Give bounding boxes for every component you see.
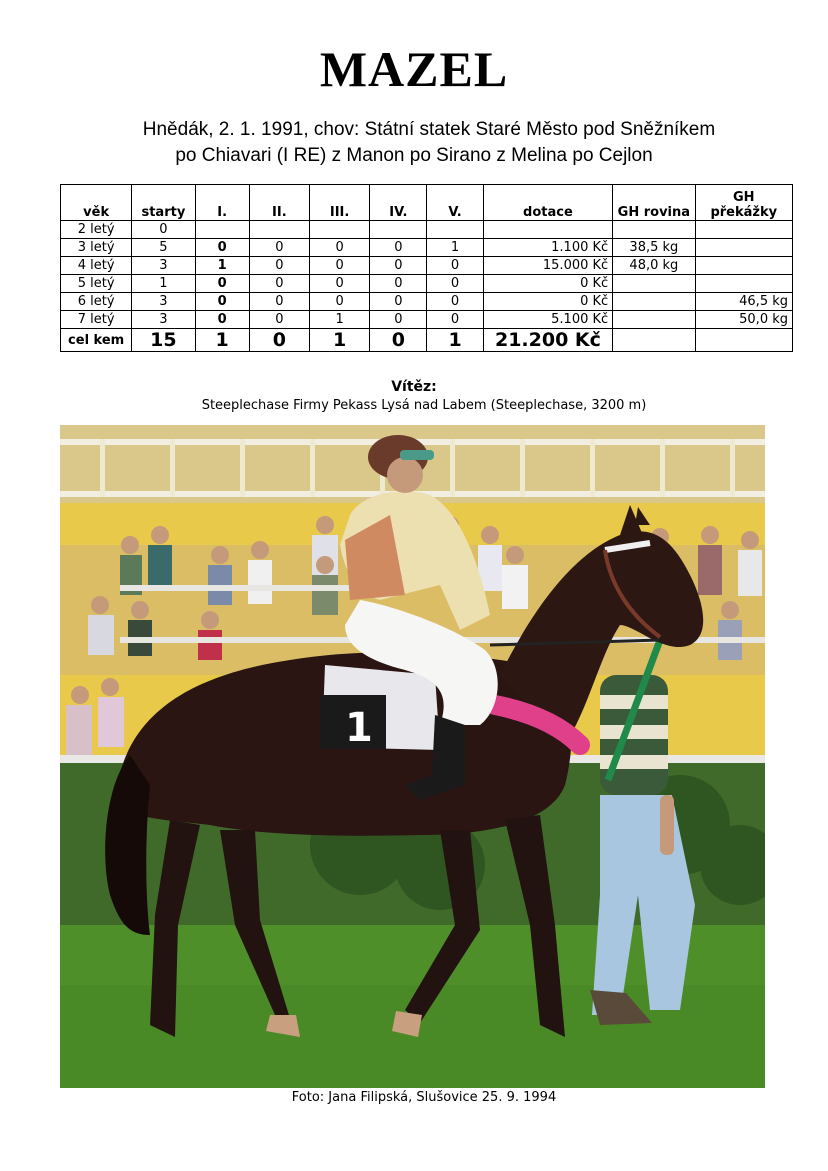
cell-second: 0 (249, 275, 309, 293)
cell-gh-flat: 48,0 kg (613, 257, 695, 275)
col-header-starts: starty (132, 185, 195, 221)
table-header-row (61, 185, 793, 221)
cell-prize: 0 Kč (483, 275, 613, 293)
cell-gh-flat (613, 221, 695, 239)
saddle-cloth (320, 665, 440, 751)
cell-gh-jump (695, 257, 792, 275)
cell-gh-jump (695, 275, 792, 293)
col-header-first: I. (195, 185, 249, 221)
cell-prize: 5.100 Kč (483, 311, 613, 329)
cell-prize (483, 221, 613, 239)
cell-second (249, 221, 309, 239)
cell-first: 0 (195, 293, 249, 311)
cell-age: 2 letý (61, 221, 132, 239)
cell-starts: 5 (132, 239, 195, 257)
cell-first: 0 (195, 275, 249, 293)
cell-first: 0 (195, 311, 249, 329)
cell-prize: 15.000 Kč (483, 257, 613, 275)
race-stats-table (60, 184, 793, 352)
cell-fourth: 0 (370, 293, 427, 311)
cell-fifth: 0 (427, 275, 483, 293)
cell-age: 3 letý (61, 239, 132, 257)
total-fifth: 1 (427, 329, 483, 352)
col-header-gh-flat: GH rovina (613, 185, 695, 221)
col-header-second: II. (249, 185, 309, 221)
table-row (61, 239, 793, 257)
table-total-row (61, 329, 793, 352)
horse-photo (60, 425, 765, 1088)
col-header-fifth: V. (427, 185, 483, 221)
cell-fifth: 0 (427, 257, 483, 275)
col-header-gh-jump: GH překážky (695, 185, 792, 221)
winner-heading: Vítěz: (391, 379, 437, 395)
cell-gh-flat (613, 293, 695, 311)
cell-third: 0 (309, 257, 369, 275)
table-row (61, 257, 793, 275)
cell-gh-jump: 46,5 kg (695, 293, 792, 311)
pedigree-line: po Chiavari (I RE) z Manon po Sirano z Melina po Cejlon (175, 145, 653, 166)
col-header-prize: dotace (483, 185, 613, 221)
table-row (61, 311, 793, 329)
cell-fifth: 0 (427, 293, 483, 311)
cell-age: 6 letý (61, 293, 132, 311)
total-first: 1 (195, 329, 249, 352)
total-label: cel kem (61, 329, 132, 352)
cell-gh-jump (695, 221, 792, 239)
cell-prize: 1.100 Kč (483, 239, 613, 257)
cell-first: 0 (195, 239, 249, 257)
col-header-third: III. (309, 185, 369, 221)
cell-third: 0 (309, 239, 369, 257)
table-row (61, 293, 793, 311)
horse-photo-illustration (60, 425, 765, 1088)
table-row (61, 275, 793, 293)
cell-age: 4 letý (61, 257, 132, 275)
cell-starts: 3 (132, 257, 195, 275)
cell-second: 0 (249, 257, 309, 275)
total-starts: 15 (132, 329, 195, 352)
cell-gh-flat (613, 311, 695, 329)
cell-gh-flat: 38,5 kg (613, 239, 695, 257)
total-prize: 21.200 Kč (483, 329, 613, 352)
cell-age: 5 letý (61, 275, 132, 293)
cell-fifth: 1 (427, 239, 483, 257)
cell-gh-jump: 50,0 kg (695, 311, 792, 329)
number-cloth: 1 (345, 705, 373, 751)
cell-starts: 0 (132, 221, 195, 239)
cell-first: 1 (195, 257, 249, 275)
cell-third: 0 (309, 275, 369, 293)
cell-second: 0 (249, 239, 309, 257)
total-gh-jump (695, 329, 792, 352)
cell-starts: 3 (132, 311, 195, 329)
total-gh-flat (613, 329, 695, 352)
cell-fifth: 0 (427, 311, 483, 329)
cell-third: 1 (309, 311, 369, 329)
photo-credit: Foto: Jana Filipská, Slušovice 25. 9. 1994 (291, 1090, 557, 1105)
table-row (61, 221, 793, 239)
cell-fourth: 0 (370, 311, 427, 329)
winner-race: Steeplechase Firmy Pekass Lysá nad Labem (Steeplechase, 3200 m) (201, 398, 647, 413)
cell-starts: 1 (132, 275, 195, 293)
col-header-age: věk (61, 185, 132, 221)
cell-prize: 0 Kč (483, 293, 613, 311)
cell-third (309, 221, 369, 239)
col-header-fourth: IV. (370, 185, 427, 221)
total-fourth: 0 (370, 329, 427, 352)
cell-fourth: 0 (370, 257, 427, 275)
cell-fourth: 0 (370, 275, 427, 293)
cell-fourth (370, 221, 427, 239)
horse-info-line: Hnědák, 2. 1. 1991, chov: Státní statek Staré Město pod Sněžníkem (142, 119, 716, 140)
total-second: 0 (249, 329, 309, 352)
cell-age: 7 letý (61, 311, 132, 329)
cell-second: 0 (249, 293, 309, 311)
page-title: MAZEL (319, 41, 509, 97)
cell-third: 0 (309, 293, 369, 311)
total-third: 1 (309, 329, 369, 352)
cell-fifth (427, 221, 483, 239)
cell-second: 0 (249, 311, 309, 329)
cell-gh-flat (613, 275, 695, 293)
cell-gh-jump (695, 239, 792, 257)
cell-fourth: 0 (370, 239, 427, 257)
cell-starts: 3 (132, 293, 195, 311)
cell-first (195, 221, 249, 239)
